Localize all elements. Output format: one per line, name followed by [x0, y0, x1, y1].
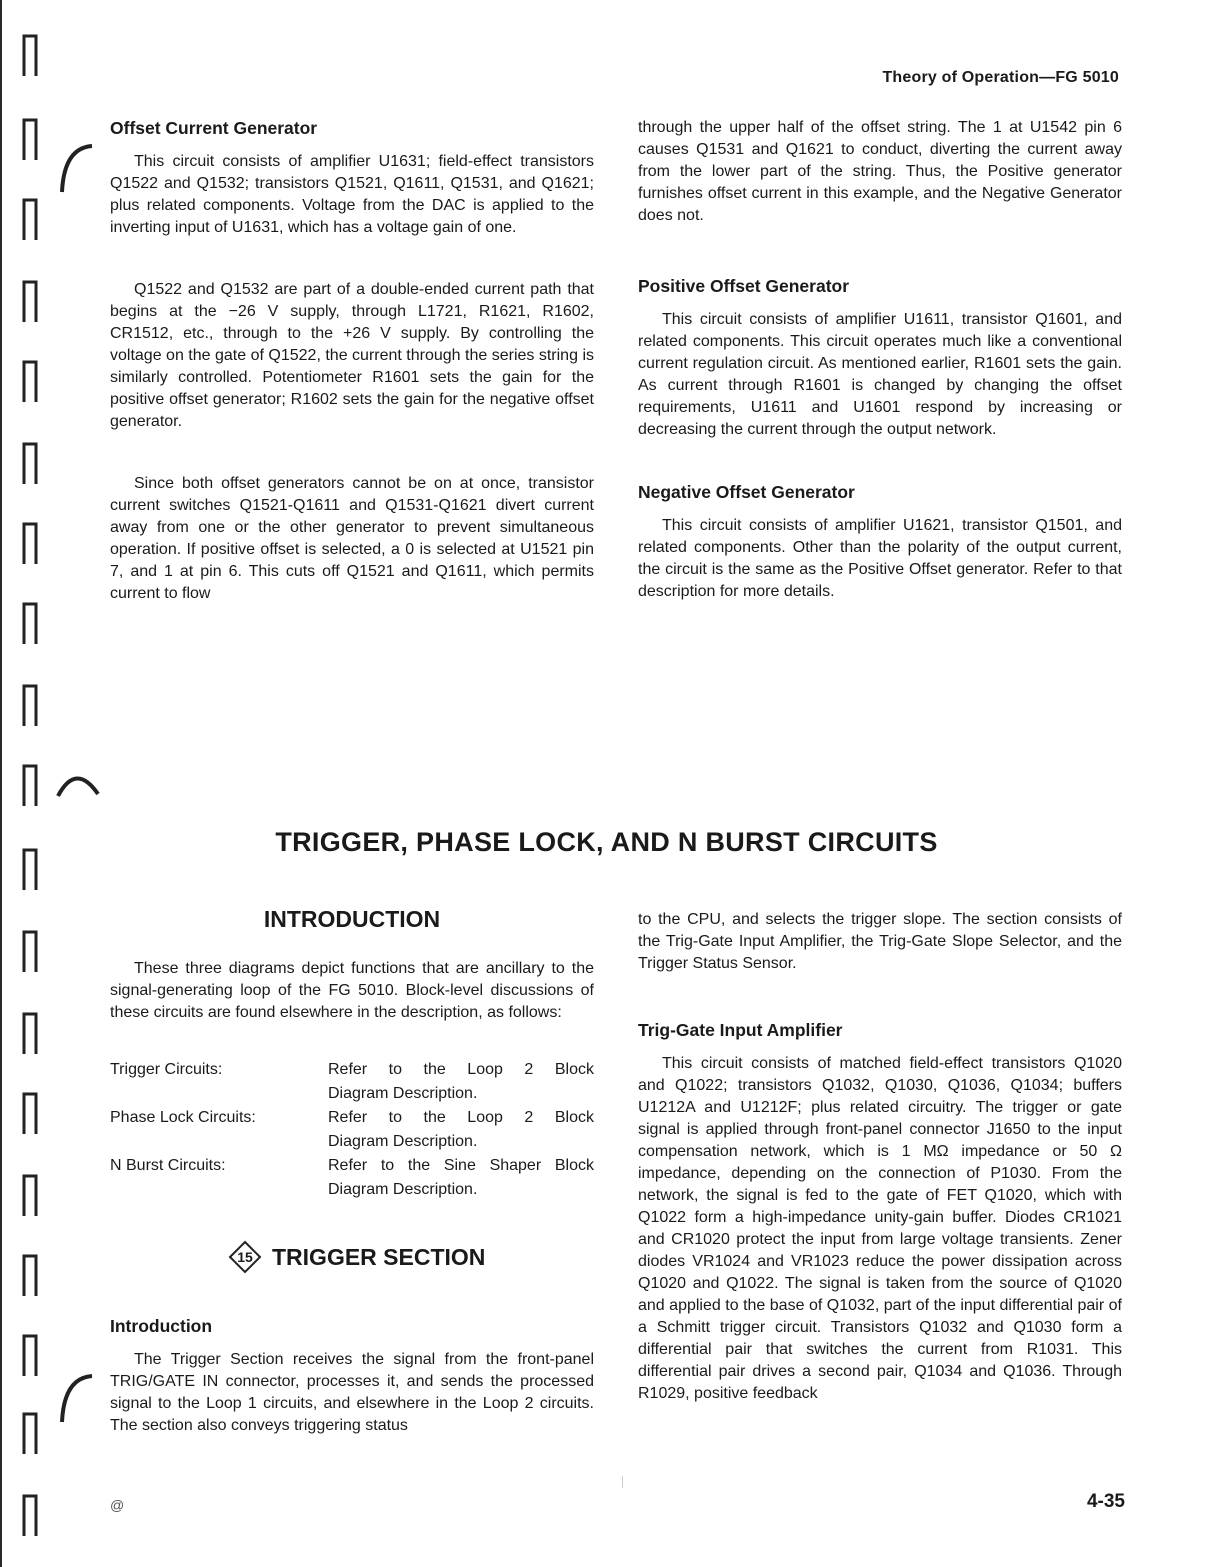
- running-head: Theory of Operation—FG 5010: [882, 69, 1119, 86]
- binder-hole-icon: [22, 928, 38, 972]
- binder-hole-icon: [22, 520, 38, 564]
- reference-text: Refer to the Sine Shaper Block: [328, 1157, 594, 1174]
- reference-row: [110, 1058, 594, 1106]
- binder-ring-icon: [58, 142, 98, 194]
- trigger-section-heading: [228, 1237, 485, 1277]
- paragraph: This circuit consists of amplifier U1621, transistor Q1501, and related components. Other than the polarity of the output current, the circuit is the same as the Positive Offset generator. Refer to that description for more details.: [638, 517, 1122, 600]
- diagram-number-diamond-icon: [228, 1240, 262, 1274]
- trigger-introduction-continued: [638, 909, 1122, 1405]
- binder-hole-icon: [22, 116, 38, 160]
- binder-hole-icon: [22, 278, 38, 322]
- trigger-introduction: [110, 1315, 594, 1437]
- trigger-section-title: TRIGGER SECTION: [272, 1243, 486, 1270]
- binder-hole-icon: [22, 682, 38, 726]
- paragraph: These three diagrams depict functions that are ancillary to the signal-generating loop of the FG 5010. Block-level discussions of these circuits are found elsewhere in the description, as follows:: [110, 960, 594, 1021]
- reference-text: Refer to the Loop 2 Block: [328, 1109, 594, 1126]
- reference-text: Diagram Description.: [328, 1181, 478, 1198]
- binder-hole-icon: [22, 1090, 38, 1134]
- binder-hole-icon: [22, 762, 38, 806]
- paragraph: This circuit consists of amplifier U1611, transistor Q1601, and related components. This circuit operates much like a conventional current regulation circuit. As mentioned earlier, R1601 sets the gain. As current through R1601 is changed by changing the offset requirements, U1611 and U1601 respond by increasing or decreasing the current through the output network.: [638, 311, 1122, 438]
- binder-hole-icon: [22, 600, 38, 644]
- section-heading: Negative Offset Generator: [638, 482, 855, 502]
- paragraph: Since both offset generators cannot be on at once, transistor current switches Q1521-Q1611 and Q1531-Q1621 divert current away from one or the other generator to prevent simultaneous operation. If positive offset is selected, a 0 is selected at U1521 pin 7, and 1 at pin 6. This cuts off Q1521 and Q1611, which permits current to flow: [110, 475, 594, 602]
- section-heading: Positive Offset Generator: [638, 276, 850, 296]
- diagram-number: 15: [237, 1249, 253, 1265]
- paragraph: This circuit consists of matched field-effect transistors Q1020 and Q1022; transistors Q1032, Q1030, Q1036, Q1034; buffers U1212A and U1212F; plus related circuitry. The trigger or gate signal is applied through front-panel connector J1650 to the input compensation network, which is 1 MΩ impedance or 50 Ω impedance, depending on the connection of P1030. From the network, the signal is fed to the gate of FET Q1020, which with Q1022 form a high-impedance unity-gain buffer. Diodes CR1021 and CR1020 protect the input from large voltage transients. Zener diodes VR1024 and VR1023 reduce the power dissipation across Q1020 and Q1022. The signal is taken from the source of Q1020 and applied to the base of Q1032, part of the input differential pair of a Schmitt trigger circuit. Transistors Q1032 and Q1030 form a differential pair that switches the current from R1031. This differential pair drives a second pair, Q1034 and Q1036. Through R1029, positive feedback: [638, 1055, 1122, 1402]
- introduction-heading: INTRODUCTION: [263, 906, 441, 932]
- offset-current-generator-section: [110, 117, 594, 605]
- reference-label: N Burst Circuits:: [110, 1157, 226, 1174]
- reference-text: Diagram Description.: [328, 1085, 478, 1102]
- binder-hole-icon: [22, 358, 38, 402]
- binder-hole-icon: [22, 440, 38, 484]
- reference-table: [110, 1058, 594, 1202]
- section-heading: Trig-Gate Input Amplifier: [638, 1020, 843, 1040]
- reference-text: Diagram Description.: [328, 1133, 478, 1150]
- binder-hole-icon: [22, 1332, 38, 1376]
- binder-hole-icon: [22, 1492, 38, 1536]
- binder-hole-icon: [22, 32, 38, 76]
- binder-ring-icon: [54, 760, 102, 800]
- footer-mark: @: [110, 1497, 125, 1513]
- section-heading: Offset Current Generator: [110, 118, 318, 138]
- page-section-title: TRIGGER, PHASE LOCK, AND N BURST CIRCUITS: [275, 827, 938, 857]
- binder-edge-line: [0, 0, 2, 1567]
- offset-current-generator-continued: [638, 117, 1122, 603]
- paragraph: This circuit consists of amplifier U1631; field-effect transistors Q1522 and Q1532; transistors Q1521, Q1611, Q1531, and Q1621; plus related components. Voltage from the DAC is applied to the inverting input of U1631, which has a voltage gain of one.: [110, 153, 594, 236]
- paragraph: The Trigger Section receives the signal from the front-panel TRIG/GATE IN connector, processes it, and sends the processed signal to the Loop 1 circuits, and elsewhere in the Loop 2 circuits. The section also conveys triggering status: [110, 1351, 594, 1434]
- reference-row: [110, 1106, 594, 1154]
- paragraph: Q1522 and Q1532 are part of a double-ended current path that begins at the −26 V supply, through L1721, R1621, R1602, CR1512, etc., through to the +26 V supply. By controlling the voltage on the gate of Q1522, the current through the series string is similarly controlled. Potentiometer R1601 sets the gain for the positive offset generator; R1602 sets the gain for the negative offset generator.: [110, 281, 594, 430]
- reference-row: [110, 1154, 594, 1202]
- scan-speck: [622, 1476, 623, 1488]
- reference-label: Trigger Circuits:: [110, 1061, 223, 1078]
- paragraph: to the CPU, and selects the trigger slope. The section consists of the Trig-Gate Input Amplifier, the Trig-Gate Slope Selector, and the Trigger Status Sensor.: [638, 911, 1122, 972]
- section-heading: Introduction: [110, 1316, 213, 1336]
- reference-text: Refer to the Loop 2 Block: [328, 1061, 594, 1078]
- reference-label: Phase Lock Circuits:: [110, 1109, 256, 1126]
- page-number: 4-35: [1086, 1491, 1125, 1512]
- introduction-text: [110, 958, 594, 1024]
- binder-hole-icon: [22, 1010, 38, 1054]
- binder-hole-icon: [22, 1410, 38, 1454]
- paragraph: through the upper half of the offset string. The 1 at U1542 pin 6 causes Q1531 and Q1621 to conduct, diverting the current away from the lower part of the string. Thus, the Positive generator furnishes offset current in this example, and the Negative Generator does not.: [638, 119, 1122, 224]
- binder-hole-icon: [22, 1172, 38, 1216]
- binder-hole-icon: [22, 1252, 38, 1296]
- binder-hole-icon: [22, 196, 38, 240]
- binder-ring-icon: [58, 1372, 98, 1424]
